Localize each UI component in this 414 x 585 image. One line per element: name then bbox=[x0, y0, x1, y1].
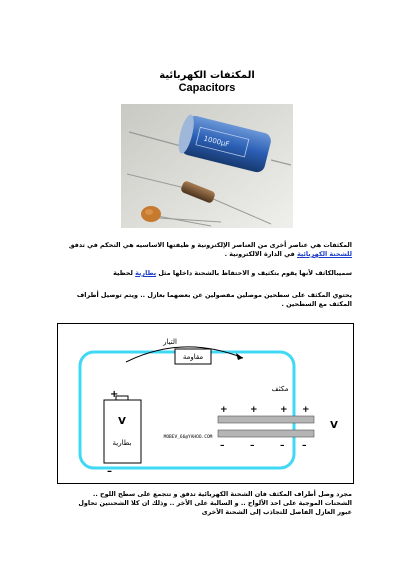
reason-text-end: لحظية bbox=[113, 269, 136, 277]
battery-link[interactable]: بطارية bbox=[135, 269, 157, 277]
capacitor-plate-top bbox=[218, 416, 314, 423]
watermark-email: MOBEV_66@YAHOO.COM bbox=[163, 435, 213, 440]
intro-paragraph bbox=[68, 241, 352, 259]
cap-plus-2: + bbox=[250, 405, 258, 415]
resistor-label: مقاومة bbox=[182, 353, 204, 361]
reason-paragraph bbox=[68, 269, 352, 278]
cap-plus-1: + bbox=[220, 405, 228, 415]
intro-text-end: في الدارة الالكترونية . bbox=[224, 250, 297, 258]
capacitor-plate-bottom bbox=[218, 430, 314, 437]
battery-minus: – bbox=[107, 466, 112, 477]
cap-minus-4: – bbox=[302, 441, 307, 451]
cap-minus-3: – bbox=[280, 441, 285, 451]
capacitors-photo bbox=[121, 104, 293, 228]
current-arrowhead bbox=[236, 353, 243, 360]
circuit-diagram bbox=[57, 323, 354, 484]
battery-plus: + bbox=[110, 389, 119, 400]
battery-voltage: V bbox=[118, 416, 126, 427]
cap-minus-2: – bbox=[250, 441, 255, 451]
svg-text:1000µF: 1000µF bbox=[202, 134, 231, 149]
electric-charge-link[interactable]: للشحنة الكهربائية bbox=[296, 250, 352, 258]
current-label: التيار bbox=[163, 338, 177, 346]
intro-text-start: المكثفات هي عناصر أخرى من العناصر الإلكترونية و ظيفتها الاساسيه هي التحكم في تدفق bbox=[68, 241, 352, 249]
capacitor-label: مكثف bbox=[271, 385, 289, 393]
structure-paragraph: يحتوي المكثف على سطحين موصلين مفصولين عن بعضهما بعازل .. ويتم توصيل أطراف المكثف مع السطحين . bbox=[76, 291, 352, 308]
cap-minus-1: – bbox=[220, 441, 225, 451]
battery bbox=[104, 400, 141, 463]
capacitor-voltage: V bbox=[330, 420, 338, 431]
cap-plus-4: + bbox=[302, 405, 310, 415]
page-title-arabic: المكثفات الكهربائية bbox=[159, 70, 255, 81]
cap-plus-3: + bbox=[280, 405, 288, 415]
reason-text-start: سميبالكاثف لأنها يقوم بتكثيف و الاحتفاظ بالشحنة داخلها مثل bbox=[156, 269, 352, 277]
page-title-english: Capacitors bbox=[178, 82, 236, 94]
battery-label: بطارية bbox=[112, 439, 132, 447]
conclusion-paragraph: مجرد وصل أطراف المكثف فان الشحنة الكهربائية تدفق و تتجمع على سطح اللوح .. الشحنات الموجبة على احد الألواح .. و السالبة على الأخر .. وذلك ان كلا الشحنتين تحاول عبور العازل الفاصل للتجاذب إلى الشحنة الأخرى bbox=[78, 490, 352, 516]
